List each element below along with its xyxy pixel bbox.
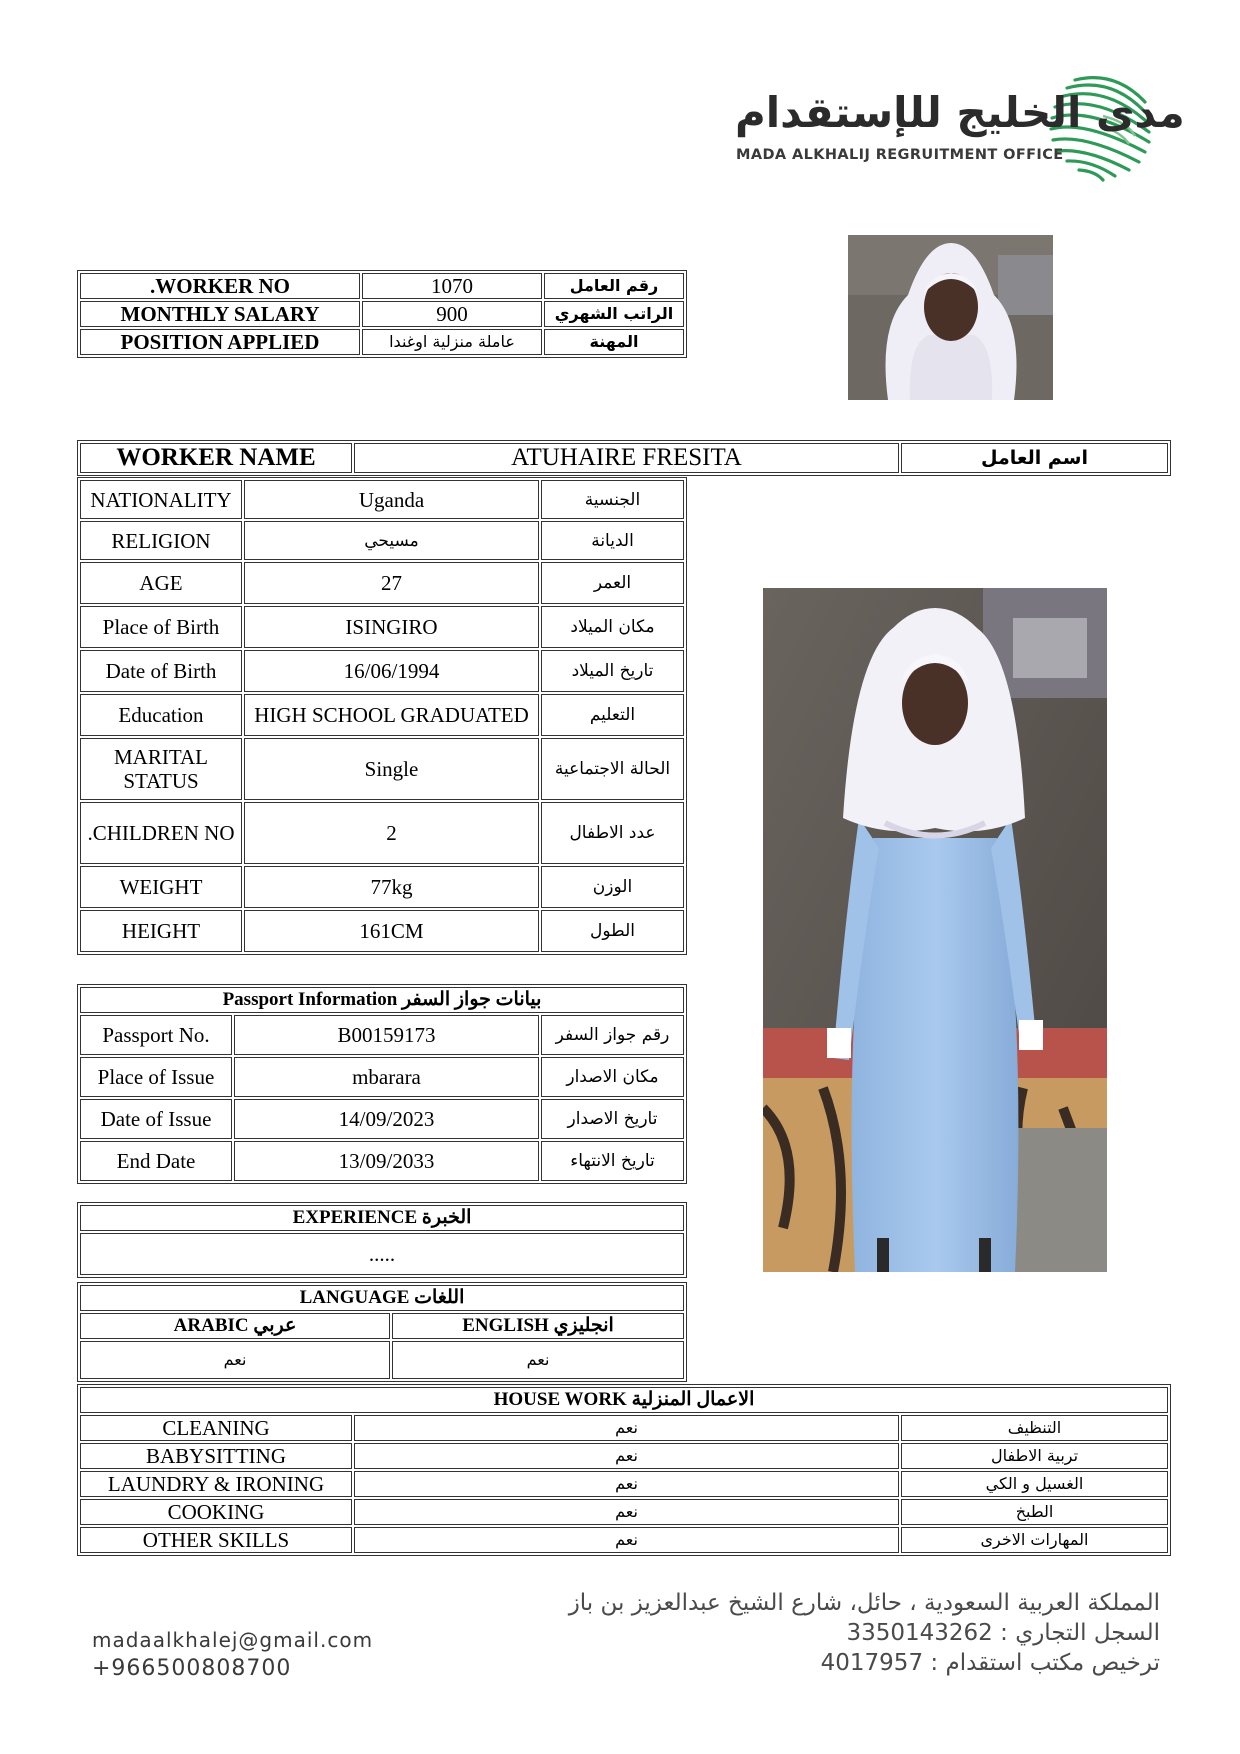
other-skills-label-ar: المهارات الاخرى bbox=[901, 1527, 1168, 1553]
position-label: POSITION APPLIED bbox=[80, 329, 360, 355]
children-no-value: 2 bbox=[244, 802, 539, 864]
children-no-label-ar: عدد الاطفال bbox=[541, 802, 684, 864]
age-label: AGE bbox=[80, 562, 242, 604]
worker-name-row bbox=[80, 443, 1168, 473]
end-date-label-ar: تاريخ الانتهاء bbox=[541, 1141, 684, 1181]
babysitting-label-ar: تربية الاطفال bbox=[901, 1443, 1168, 1469]
worker-name-label-ar: اسم العامل bbox=[901, 443, 1168, 473]
education-label: Education bbox=[80, 694, 242, 736]
height-label: HEIGHT bbox=[80, 910, 242, 952]
table-row bbox=[80, 480, 684, 519]
worker-name-label: WORKER NAME bbox=[80, 443, 352, 473]
marital-status-label-ar: الحالة الاجتماعية bbox=[541, 738, 684, 800]
summary-table bbox=[77, 270, 687, 358]
nationality-label: NATIONALITY bbox=[80, 480, 242, 519]
date-of-birth-label-ar: تاريخ الميلاد bbox=[541, 650, 684, 692]
footer-license: ترخيص مكتب استقدام : 4017957 bbox=[820, 1650, 1160, 1676]
nationality-value: Uganda bbox=[244, 480, 539, 519]
footer-email: madaalkhalej@gmail.com bbox=[92, 1628, 374, 1652]
worker-no-label-ar: رقم العامل bbox=[544, 273, 684, 299]
footer-address: المملكة العربية السعودية ، حائل، شارع الشيخ عبدالعزيز بن باز bbox=[568, 1590, 1160, 1616]
other-skills-value: نعم bbox=[354, 1527, 899, 1553]
language-values-row bbox=[80, 1341, 684, 1379]
table-row bbox=[80, 521, 684, 560]
weight-label-ar: الوزن bbox=[541, 866, 684, 908]
position-label-ar: المهنة bbox=[544, 329, 684, 355]
date-of-birth-value: 16/06/1994 bbox=[244, 650, 539, 692]
table-row bbox=[80, 1057, 684, 1097]
housework-header: HOUSE WORK الاعمال المنزلية bbox=[80, 1387, 1168, 1413]
place-of-birth-label-ar: مكان الميلاد bbox=[541, 606, 684, 648]
language-labels-row bbox=[80, 1313, 684, 1339]
footer-phone: +966500808700 bbox=[92, 1656, 292, 1681]
language-table bbox=[77, 1282, 687, 1382]
salary-value: 900 bbox=[362, 301, 542, 327]
worker-no-label: .WORKER NO bbox=[80, 273, 360, 299]
other-skills-label: OTHER SKILLS bbox=[80, 1527, 352, 1553]
table-row bbox=[80, 1527, 1168, 1553]
height-label-ar: الطول bbox=[541, 910, 684, 952]
cooking-label-ar: الطبخ bbox=[901, 1499, 1168, 1525]
table-row bbox=[80, 866, 684, 908]
passport-table bbox=[77, 984, 687, 1184]
date-of-birth-label: Date of Birth bbox=[80, 650, 242, 692]
housework-header-row bbox=[80, 1387, 1168, 1413]
worker-name-table bbox=[77, 440, 1171, 476]
cleaning-label-ar: التنظيف bbox=[901, 1415, 1168, 1441]
age-label-ar: العمر bbox=[541, 562, 684, 604]
salary-label: MONTHLY SALARY bbox=[80, 301, 360, 327]
table-row bbox=[80, 1471, 1168, 1497]
table-row bbox=[80, 694, 684, 736]
passport-no-value: B00159173 bbox=[234, 1015, 539, 1055]
experience-table bbox=[77, 1202, 687, 1278]
religion-value: مسيحي bbox=[244, 521, 539, 560]
date-of-issue-label: Date of Issue bbox=[80, 1099, 232, 1139]
table-row bbox=[80, 650, 684, 692]
education-value: HIGH SCHOOL GRADUATED bbox=[244, 694, 539, 736]
english-value: نعم bbox=[392, 1341, 684, 1379]
cooking-value: نعم bbox=[354, 1499, 899, 1525]
date-of-issue-label-ar: تاريخ الاصدار bbox=[541, 1099, 684, 1139]
table-row bbox=[80, 1141, 684, 1181]
place-of-birth-label: Place of Birth bbox=[80, 606, 242, 648]
date-of-issue-value: 14/09/2023 bbox=[234, 1099, 539, 1139]
footer-commercial-register: السجل التجاري : 3350143262 bbox=[846, 1620, 1160, 1646]
language-header-row bbox=[80, 1285, 684, 1311]
worker-no-value: 1070 bbox=[362, 273, 542, 299]
laundry-label: LAUNDRY & IRONING bbox=[80, 1471, 352, 1497]
weight-value: 77kg bbox=[244, 866, 539, 908]
passport-no-label-ar: رقم جواز السفر bbox=[541, 1015, 684, 1055]
brand-name-english: MADA ALKHALIJ REGRUITMENT OFFICE bbox=[736, 147, 1064, 163]
children-no-label: .CHILDREN NO bbox=[80, 802, 242, 864]
place-of-birth-value: ISINGIRO bbox=[244, 606, 539, 648]
summary-row-position bbox=[80, 329, 684, 355]
passport-header-row bbox=[80, 987, 684, 1013]
age-value: 27 bbox=[244, 562, 539, 604]
worker-portrait-photo bbox=[848, 235, 1053, 400]
table-row bbox=[80, 1415, 1168, 1441]
cooking-label: COOKING bbox=[80, 1499, 352, 1525]
marital-status-value: Single bbox=[244, 738, 539, 800]
position-value: عاملة منزلية اوغندا bbox=[362, 329, 542, 355]
passport-no-label: Passport No. bbox=[80, 1015, 232, 1055]
worker-name-value: ATUHAIRE FRESITA bbox=[354, 443, 899, 473]
passport-header: Passport Information بيانات جواز السفر bbox=[80, 987, 684, 1013]
place-of-issue-label: Place of Issue bbox=[80, 1057, 232, 1097]
laundry-value: نعم bbox=[354, 1471, 899, 1497]
language-header: LANGUAGE اللغات bbox=[80, 1285, 684, 1311]
experience-value-row bbox=[80, 1233, 684, 1275]
personal-details-table bbox=[77, 477, 687, 955]
experience-header: EXPERIENCE الخبرة bbox=[80, 1205, 684, 1231]
english-label: ENGLISH انجليزي bbox=[392, 1313, 684, 1339]
table-row bbox=[80, 802, 684, 864]
laundry-label-ar: الغسيل و الكي bbox=[901, 1471, 1168, 1497]
height-value: 161CM bbox=[244, 910, 539, 952]
arabic-value: نعم bbox=[80, 1341, 390, 1379]
table-row bbox=[80, 1443, 1168, 1469]
end-date-label: End Date bbox=[80, 1141, 232, 1181]
brand-name-arabic: مدى الخليج للإستقدام bbox=[735, 88, 1185, 137]
nationality-label-ar: الجنسية bbox=[541, 480, 684, 519]
table-row bbox=[80, 1499, 1168, 1525]
experience-header-row bbox=[80, 1205, 684, 1231]
table-row bbox=[80, 910, 684, 952]
education-label-ar: التعليم bbox=[541, 694, 684, 736]
cleaning-label: CLEANING bbox=[80, 1415, 352, 1441]
table-row bbox=[80, 562, 684, 604]
place-of-issue-label-ar: مكان الاصدار bbox=[541, 1057, 684, 1097]
religion-label-ar: الديانة bbox=[541, 521, 684, 560]
end-date-value: 13/09/2033 bbox=[234, 1141, 539, 1181]
marital-status-label: MARITAL STATUS bbox=[80, 738, 242, 800]
babysitting-value: نعم bbox=[354, 1443, 899, 1469]
salary-label-ar: الراتب الشهري bbox=[544, 301, 684, 327]
cleaning-value: نعم bbox=[354, 1415, 899, 1441]
worker-full-body-photo bbox=[763, 588, 1107, 1272]
religion-label: RELIGION bbox=[80, 521, 242, 560]
table-row bbox=[80, 1015, 684, 1055]
babysitting-label: BABYSITTING bbox=[80, 1443, 352, 1469]
summary-row-worker-no bbox=[80, 273, 684, 299]
place-of-issue-value: mbarara bbox=[234, 1057, 539, 1097]
table-row bbox=[80, 1099, 684, 1139]
experience-value: ..... bbox=[80, 1233, 684, 1275]
weight-label: WEIGHT bbox=[80, 866, 242, 908]
table-row bbox=[80, 606, 684, 648]
arabic-label: ARABIC عربي bbox=[80, 1313, 390, 1339]
summary-row-salary bbox=[80, 301, 684, 327]
housework-table bbox=[77, 1384, 1171, 1556]
table-row bbox=[80, 738, 684, 800]
